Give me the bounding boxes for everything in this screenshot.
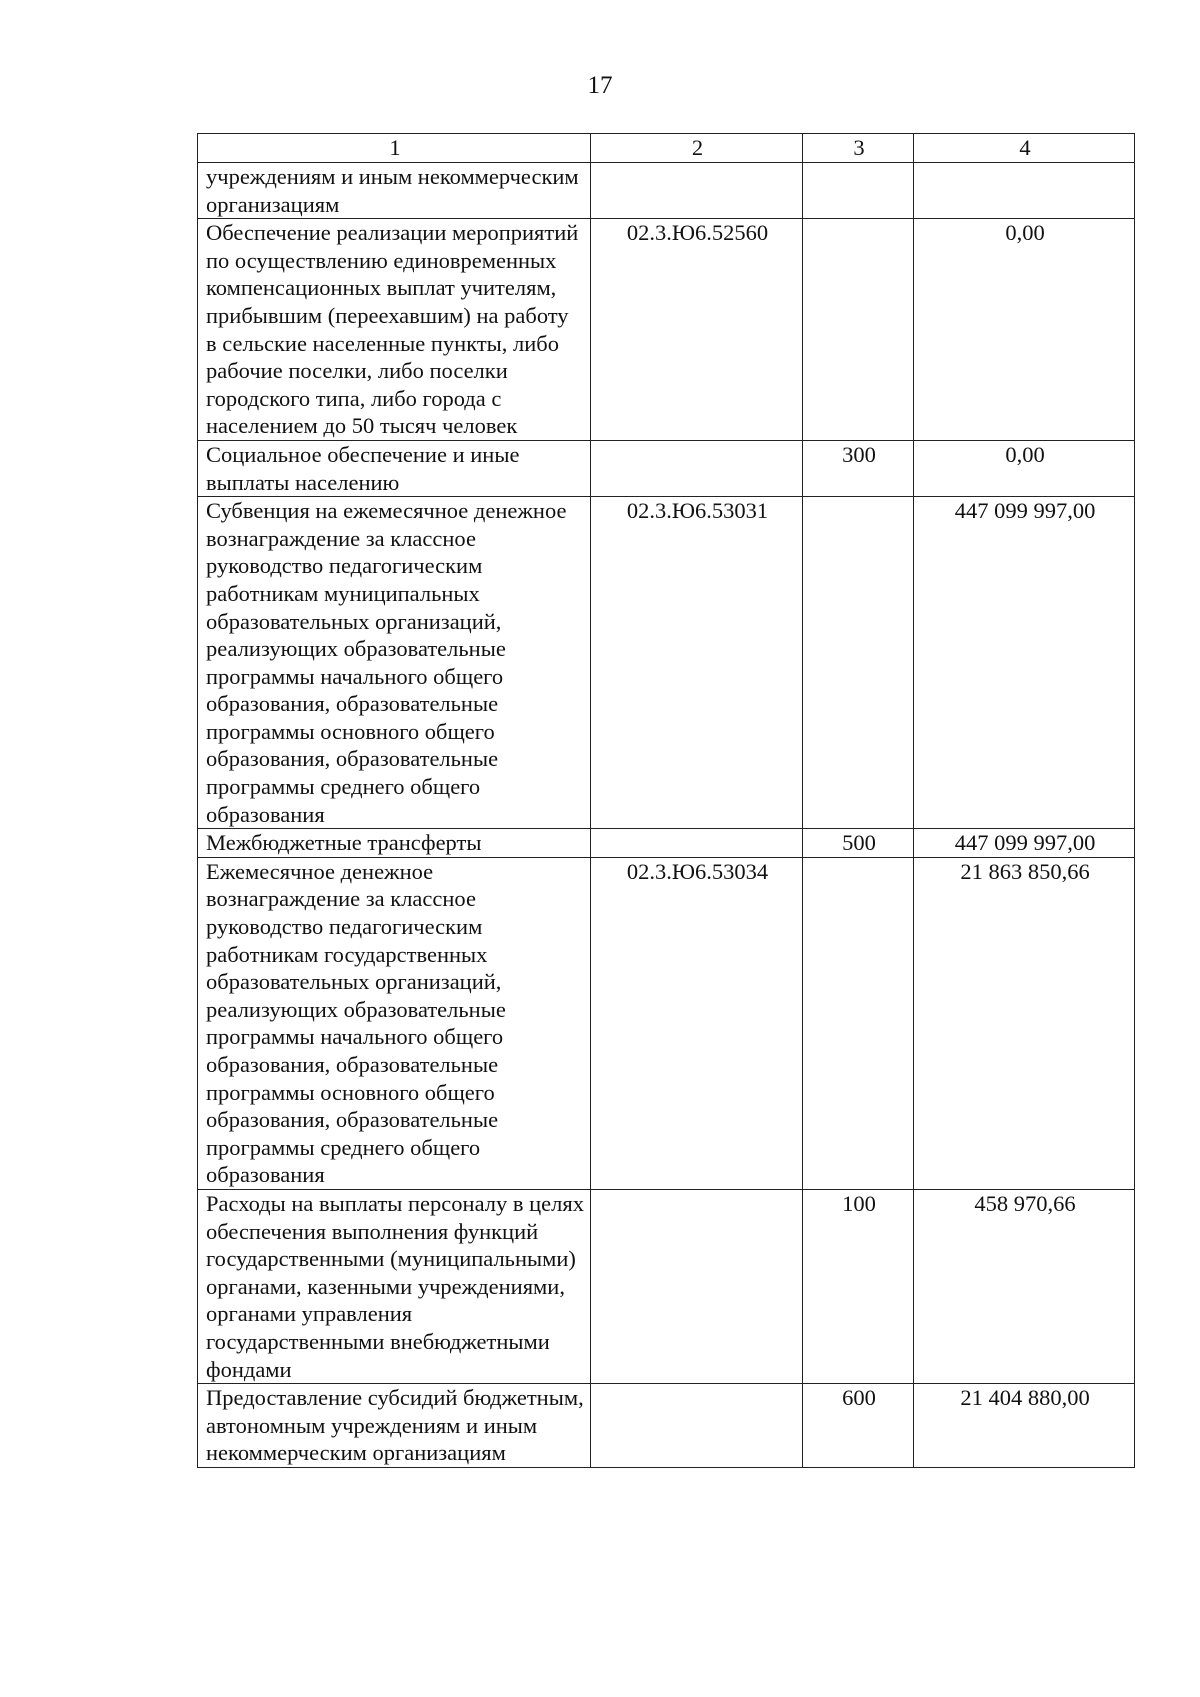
row-code: 02.3.Ю6.53031 [591,497,803,829]
row-name: Расходы на выплаты персоналу в целях обеспечения выполнения функций государственными (муниципальными) органами, казенными учреждениями, органами управления государственными внебюджетными фондами [198,1189,591,1383]
row-type [803,857,914,1189]
row-name: учреждениям и иным некоммерческим организациям [198,163,591,219]
table-row [198,163,1135,219]
row-name: Обеспечение реализации мероприятий по осуществлению единовременных компенсационных выплат учителям, прибывшим (переехавшим) на работу в сельские населенные пункты, либо рабочие поселки, либо поселки городского типа, либо города с населением до 50 тысяч человек [198,219,591,441]
row-code [591,1189,803,1383]
table-row [198,829,1135,858]
row-name: Субвенция на ежемесячное денежное вознаграждение за классное руководство педагогическим работникам муниципальных образовательных организаций, реализующих образовательные программы начального общего образования, образовательные программы основного общего образования, образовательные программы среднего общего образования [198,497,591,829]
row-type: 600 [803,1384,914,1468]
row-name: Ежемесячное денежное вознаграждение за классное руководство педагогическим работникам государственных образовательных организаций, реализующих образовательные программы начального общего образования, образовательные программы основного общего образования, образовательные программы среднего общего образования [198,857,591,1189]
row-name: Межбюджетные трансферты [198,829,591,858]
row-code: 02.3.Ю6.52560 [591,219,803,441]
column-header-2: 2 [591,134,803,163]
row-name: Предоставление субсидий бюджетным, автономным учреждениям и иным некоммерческим организациям [198,1384,591,1468]
row-type [803,163,914,219]
row-code [591,440,803,496]
row-type: 500 [803,829,914,858]
table-row [198,497,1135,829]
row-type: 300 [803,440,914,496]
row-code [591,829,803,858]
row-sum: 458 970,66 [914,1189,1135,1383]
row-code: 02.3.Ю6.53034 [591,857,803,1189]
row-sum: 0,00 [914,440,1135,496]
budget-table [197,133,1135,1468]
page-number: 17 [587,72,613,99]
row-sum: 0,00 [914,219,1135,441]
row-sum: 447 099 997,00 [914,497,1135,829]
row-sum: 447 099 997,00 [914,829,1135,858]
column-header-3: 3 [803,134,914,163]
row-sum [914,163,1135,219]
row-sum: 21 404 880,00 [914,1384,1135,1468]
table-row [198,1189,1135,1383]
row-sum: 21 863 850,66 [914,857,1135,1189]
table-row [198,440,1135,496]
row-type [803,219,914,441]
row-name: Социальное обеспечение и иные выплаты населению [198,440,591,496]
table-row [198,857,1135,1189]
table-row [198,219,1135,441]
column-header-4: 4 [914,134,1135,163]
column-header-1: 1 [198,134,591,163]
row-type [803,497,914,829]
row-code [591,163,803,219]
row-code [591,1384,803,1468]
table-row [198,1384,1135,1468]
table-header-row [198,134,1135,163]
row-type: 100 [803,1189,914,1383]
